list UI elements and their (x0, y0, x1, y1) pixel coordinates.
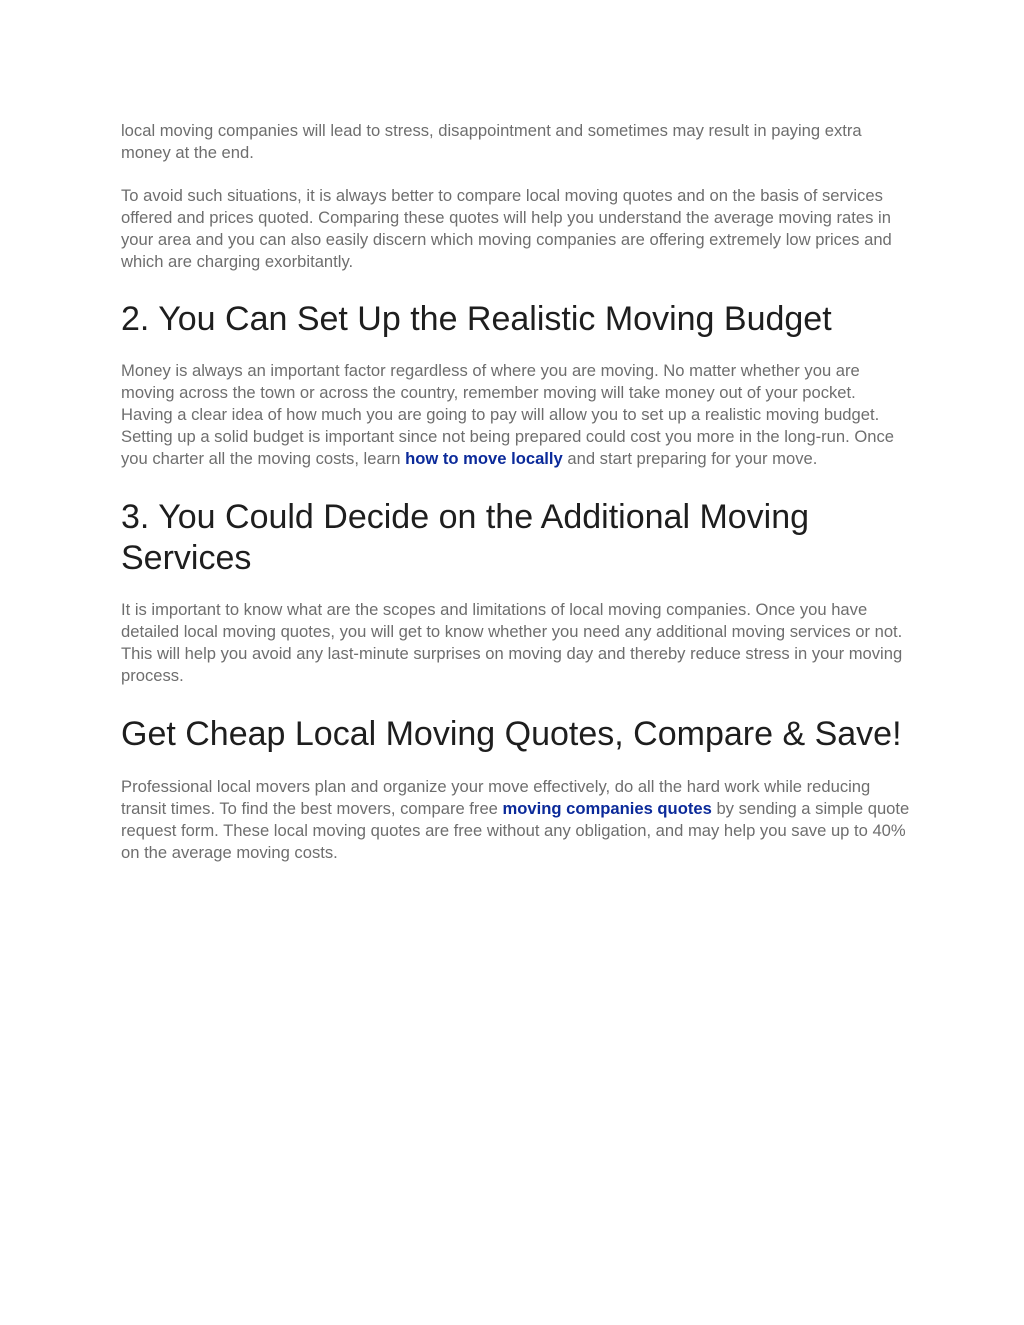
how-to-move-locally-link[interactable]: how to move locally (405, 449, 563, 468)
budget-text-after-link: and start preparing for your move. (562, 449, 818, 468)
save-paragraph (121, 776, 911, 864)
intro-paragraph-2: To avoid such situations, it is always better to compare local moving quotes and on the basis of services offered and prices quoted. Comparing these quotes will help you understand the average moving rates in your area and you can also easily discern which moving companies are offering extremely low prices and which are charging exorbitantly. (121, 186, 892, 271)
save-heading: Get Cheap Local Moving Quotes, Compare & Save! (121, 715, 902, 753)
budget-text-before-link: Money is always an important factor regardless of where you are moving. No matter whether you are moving across the town or across the country, remember moving will take money out of your pocket. Having a clear idea of how much you are going to pay will allow you to set up a realistic moving budget. Setting up a solid budget is important since not being prepared could cost you more in the long-run. Once you charter all the moving costs, learn (121, 361, 894, 468)
services-heading: 3. You Could Decide on the Additional Moving Services (121, 498, 810, 577)
budget-paragraph (121, 360, 911, 470)
document-page (121, 120, 911, 864)
intro-paragraph-1: local moving companies will lead to stress, disappointment and sometimes may result in paying extra money at the end. (121, 121, 862, 162)
save-text-before-link: Professional local movers plan and organize your move effectively, do all the hard work while reducing transit times. To find the best movers, compare free (121, 777, 871, 818)
budget-heading: 2. You Can Set Up the Realistic Moving Budget (121, 300, 832, 338)
services-paragraph: It is important to know what are the scopes and limitations of local moving companies. Once you have detailed local moving quotes, you will get to know whether you need any additional moving services or not. This will help you avoid any last-minute surprises on moving day and thereby reduce stress in your moving process. (121, 600, 903, 685)
moving-companies-quotes-link[interactable]: moving companies quotes (502, 799, 712, 818)
save-text-after-link: by sending a simple quote request form. These local moving quotes are free without any obligation, and may help you save up to 40% on the average moving costs. (121, 799, 910, 862)
